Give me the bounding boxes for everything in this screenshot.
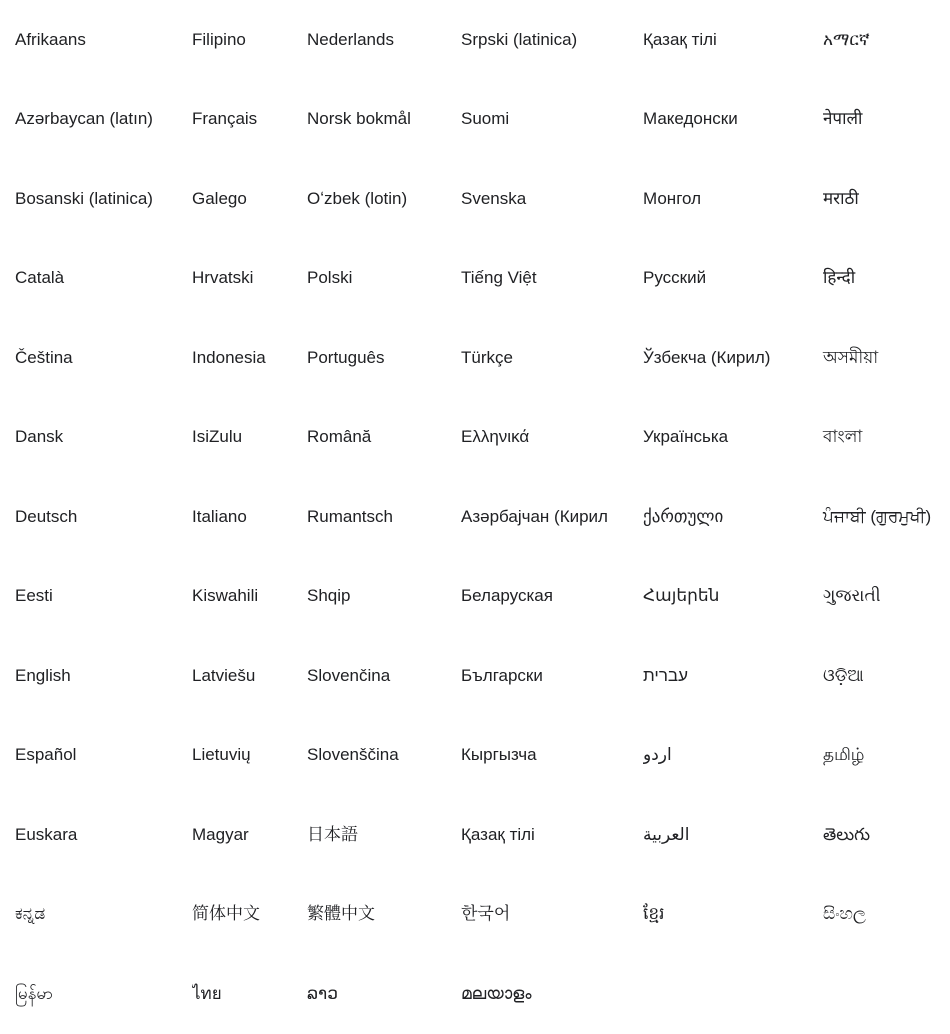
language-option[interactable]: Slovenščina [307, 745, 399, 765]
language-option[interactable]: עברית [643, 665, 688, 685]
language-option[interactable]: Eesti [15, 586, 53, 606]
language-option[interactable]: ខ្មែរ [643, 904, 665, 924]
language-option[interactable]: Kiswahili [192, 586, 259, 606]
language-option[interactable]: Español [15, 745, 77, 765]
language-option[interactable]: ລາວ [307, 983, 338, 1003]
language-option[interactable]: සිංහල [823, 904, 866, 924]
language-option[interactable]: বাংলা [823, 427, 863, 447]
language-option[interactable]: മലയാളം [461, 983, 532, 1003]
language-option[interactable]: Deutsch [15, 506, 78, 526]
language-option[interactable]: Slovenčina [307, 665, 391, 685]
language-option[interactable]: Русский [643, 268, 707, 288]
language-option[interactable]: မြန်မာ [15, 983, 54, 1003]
language-option[interactable]: 한국어 [461, 904, 511, 924]
language-option[interactable]: Lietuvių [192, 745, 251, 765]
language-option[interactable]: Afrikaans [15, 29, 86, 49]
language-option[interactable]: Italiano [192, 506, 247, 526]
language-option[interactable]: اردو [643, 745, 672, 765]
language-option[interactable]: Кыргызча [461, 745, 537, 765]
language-option[interactable]: Қазақ тілі [461, 824, 535, 844]
language-option[interactable]: IsiZulu [192, 427, 243, 447]
language-option[interactable]: Bosanski (latinica) [15, 188, 153, 208]
language-option[interactable]: Français [192, 109, 258, 129]
language-option[interactable]: Ελληνικά [461, 427, 530, 447]
language-option[interactable]: नेपाली [823, 109, 863, 129]
language-option[interactable]: Shqip [307, 586, 351, 606]
language-option[interactable]: Suomi [461, 109, 510, 129]
language-option[interactable]: ไทย [192, 983, 222, 1003]
language-option[interactable]: Latviešu [192, 665, 256, 685]
language-option[interactable]: Български [461, 665, 543, 685]
language-option[interactable]: Беларуская [461, 586, 553, 606]
language-option[interactable]: తెలుగు [823, 824, 870, 844]
language-option[interactable]: Rumantsch [307, 506, 393, 526]
language-option[interactable]: Қазақ тілі [643, 29, 717, 49]
language-option[interactable]: العربية [643, 824, 690, 844]
language-option[interactable]: አማርኛ [823, 29, 870, 49]
language-option[interactable]: मराठी [823, 188, 859, 208]
language-option[interactable]: Português [307, 347, 385, 367]
language-option[interactable]: Galego [192, 188, 247, 208]
language-option[interactable]: Srpski (latinica) [461, 29, 578, 49]
language-option[interactable]: Türkçe [461, 347, 513, 367]
language-option[interactable]: অসমীয়া [823, 347, 879, 367]
language-option[interactable]: हिन्दी [823, 268, 856, 288]
language-option[interactable]: Hrvatski [192, 268, 254, 288]
language-option[interactable]: Oʻzbek (lotin) [307, 188, 408, 208]
language-option[interactable]: Azərbaycan (latın) [15, 109, 153, 129]
language-option[interactable]: Dansk [15, 427, 64, 447]
language-option[interactable]: Norsk bokmål [307, 109, 411, 129]
language-option[interactable]: Indonesia [192, 347, 266, 367]
language-option[interactable]: ਪੰਜਾਬੀ (ਗੁਰਮੁਖੀ) [823, 506, 932, 526]
language-option[interactable]: 简体中文 [192, 904, 260, 924]
language-option[interactable]: English [15, 665, 71, 685]
language-option[interactable]: தமிழ் [823, 745, 865, 765]
language-option[interactable]: ಕನ್ನಡ [15, 904, 46, 924]
language-option[interactable]: 日本語 [307, 824, 358, 844]
language-option[interactable]: Tiếng Việt [461, 268, 537, 288]
language-option[interactable]: Македонски [643, 109, 738, 129]
language-option[interactable]: ଓଡ଼ିଆ [823, 665, 864, 685]
language-option[interactable]: Română [307, 427, 372, 447]
language-option[interactable]: Азәрбајчан (Кирил [461, 506, 608, 526]
language-option[interactable]: Čeština [15, 347, 73, 367]
language-option[interactable]: ગુજરાતી [823, 586, 881, 606]
language-option[interactable]: Euskara [15, 824, 78, 844]
language-option[interactable]: Polski [307, 268, 353, 288]
language-option[interactable]: Монгол [643, 188, 702, 208]
language-option[interactable]: Українська [643, 427, 729, 447]
language-option[interactable]: 繁體中文 [307, 904, 375, 924]
language-option[interactable]: Català [15, 268, 65, 288]
language-option[interactable]: Nederlands [307, 29, 394, 49]
language-option[interactable]: Հայերեն [643, 586, 720, 606]
language-option[interactable]: Magyar [192, 824, 249, 844]
language-option[interactable]: Svenska [461, 188, 527, 208]
language-option[interactable]: Ўзбекча (Кирил) [643, 347, 771, 367]
language-option[interactable]: ქართული [643, 506, 724, 526]
language-option[interactable]: Filipino [192, 29, 246, 49]
